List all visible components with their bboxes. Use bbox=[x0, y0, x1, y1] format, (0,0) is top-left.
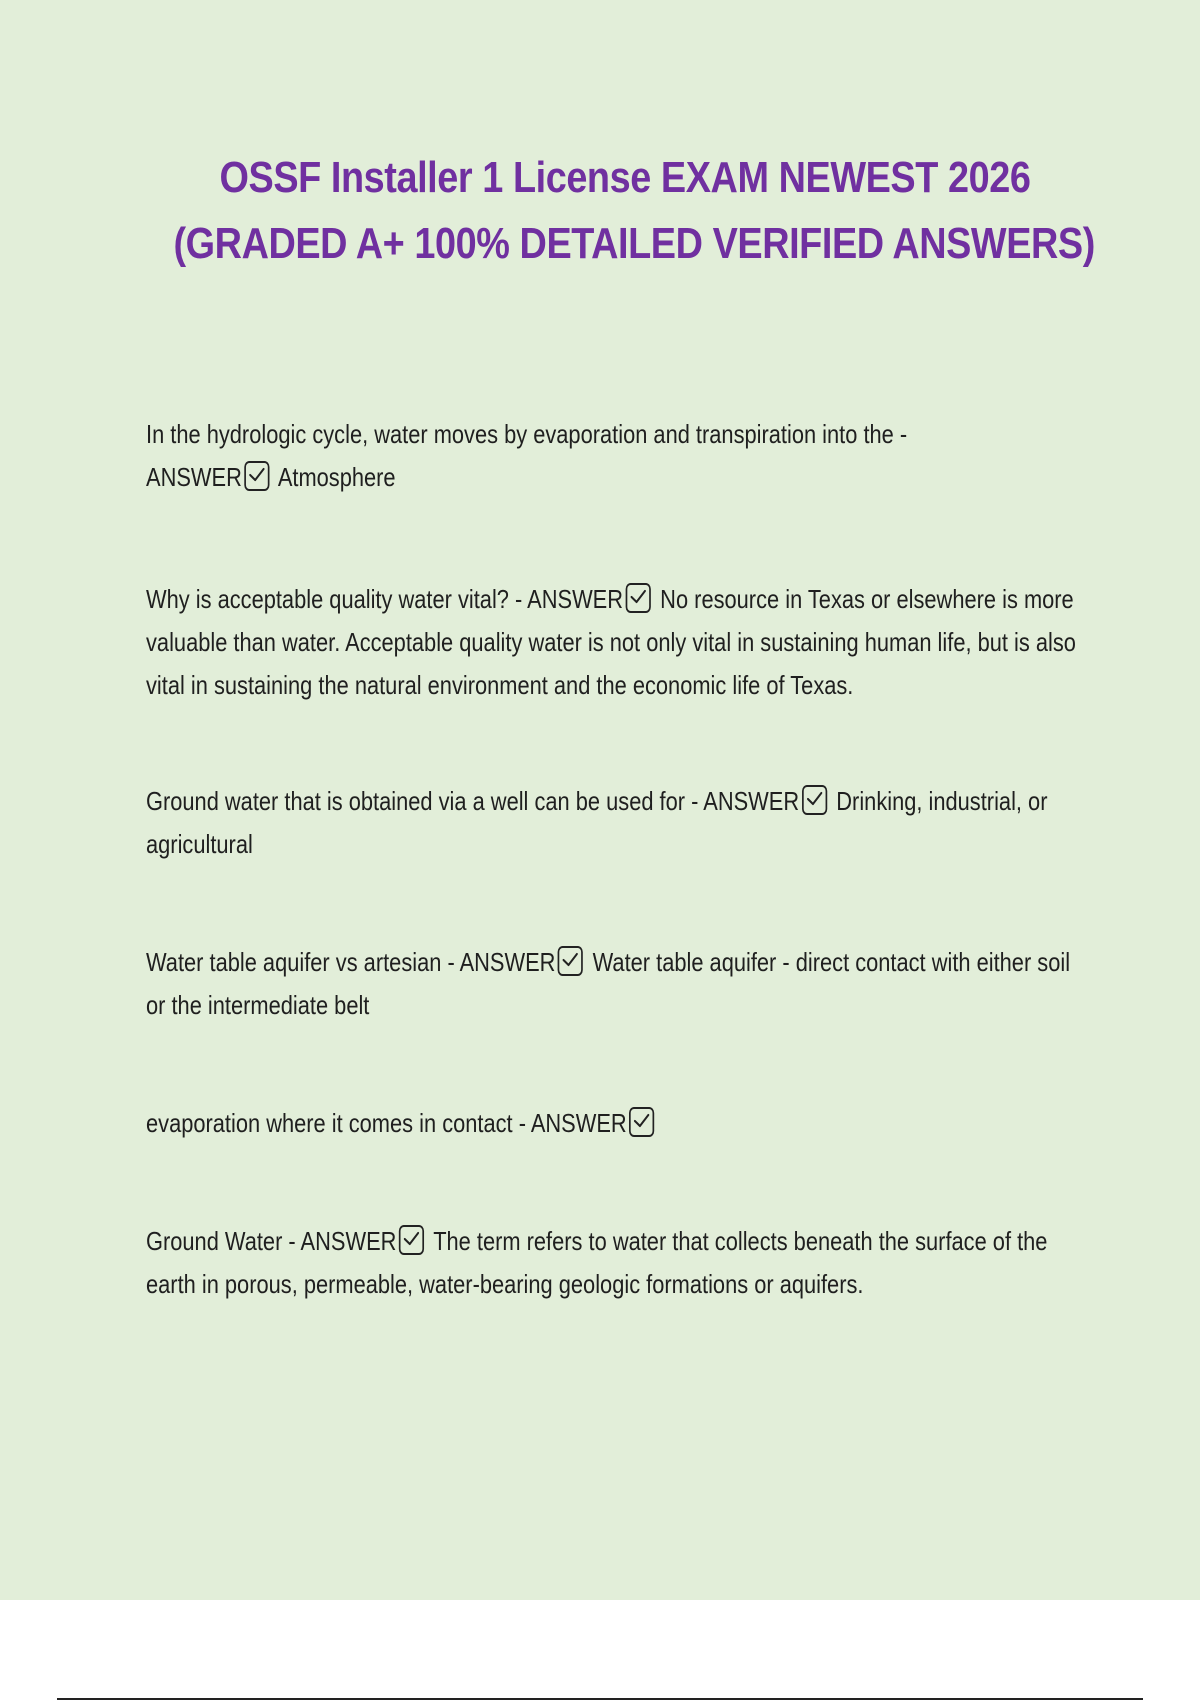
qa-item-1 bbox=[146, 413, 1087, 499]
checkbox-check-icon bbox=[802, 785, 827, 815]
document-title bbox=[173, 145, 1095, 277]
answer-text: Drinking, industrial, or agricultural bbox=[146, 786, 1048, 859]
checkbox-check-icon bbox=[244, 461, 269, 491]
question-text: Why is acceptable quality water vital? - bbox=[146, 584, 528, 614]
answer-marker: ANSWER bbox=[459, 947, 556, 977]
answer-text: Water table aquifer - direct contact with either soil or the intermediate belt bbox=[146, 947, 1071, 1020]
question-text: evaporation where it comes in contact - bbox=[146, 1108, 531, 1138]
question-text: Ground Water - bbox=[146, 1226, 301, 1256]
answer-marker: ANSWER bbox=[300, 1226, 397, 1256]
checkbox-check-icon bbox=[626, 583, 651, 613]
qa-item-4 bbox=[146, 941, 1087, 1027]
title-line-2: (GRADED A+ 100% DETAILED VERIFIED ANSWERS) bbox=[173, 219, 1095, 268]
answer-marker: ANSWER bbox=[530, 1108, 627, 1138]
answer-text: No resource in Texas or elsewhere is more valuable than water. Acceptable quality water is not only vital in sustaining human life, but is also vital in sustaining the natural environment and the economic life of Texas. bbox=[146, 584, 1076, 700]
title-line-1: OSSF Installer 1 License EXAM NEWEST 2026 bbox=[219, 153, 1031, 202]
answer-marker: ANSWER bbox=[146, 462, 242, 492]
qa-item-2 bbox=[146, 578, 1087, 707]
question-text: In the hydrologic cycle, water moves by evaporation and transpiration into the - bbox=[146, 419, 908, 449]
question-text: Water table aquifer vs artesian - bbox=[146, 947, 460, 977]
qa-item-6 bbox=[146, 1220, 1087, 1306]
answer-marker: ANSWER bbox=[527, 584, 624, 614]
checkbox-check-icon bbox=[558, 946, 583, 976]
checkbox-check-icon bbox=[629, 1107, 654, 1137]
qa-item-5 bbox=[146, 1102, 1087, 1145]
question-text: Ground water that is obtained via a well can be used for - bbox=[146, 786, 704, 816]
qa-item-3 bbox=[146, 780, 1087, 866]
answer-text: Atmosphere bbox=[277, 462, 396, 492]
answer-marker: ANSWER bbox=[703, 786, 800, 816]
answer-text: The term refers to water that collects beneath the surface of the earth in porous, permeable, water-bearing geologic formations or aquifers. bbox=[146, 1226, 1048, 1299]
checkbox-check-icon bbox=[399, 1225, 424, 1255]
